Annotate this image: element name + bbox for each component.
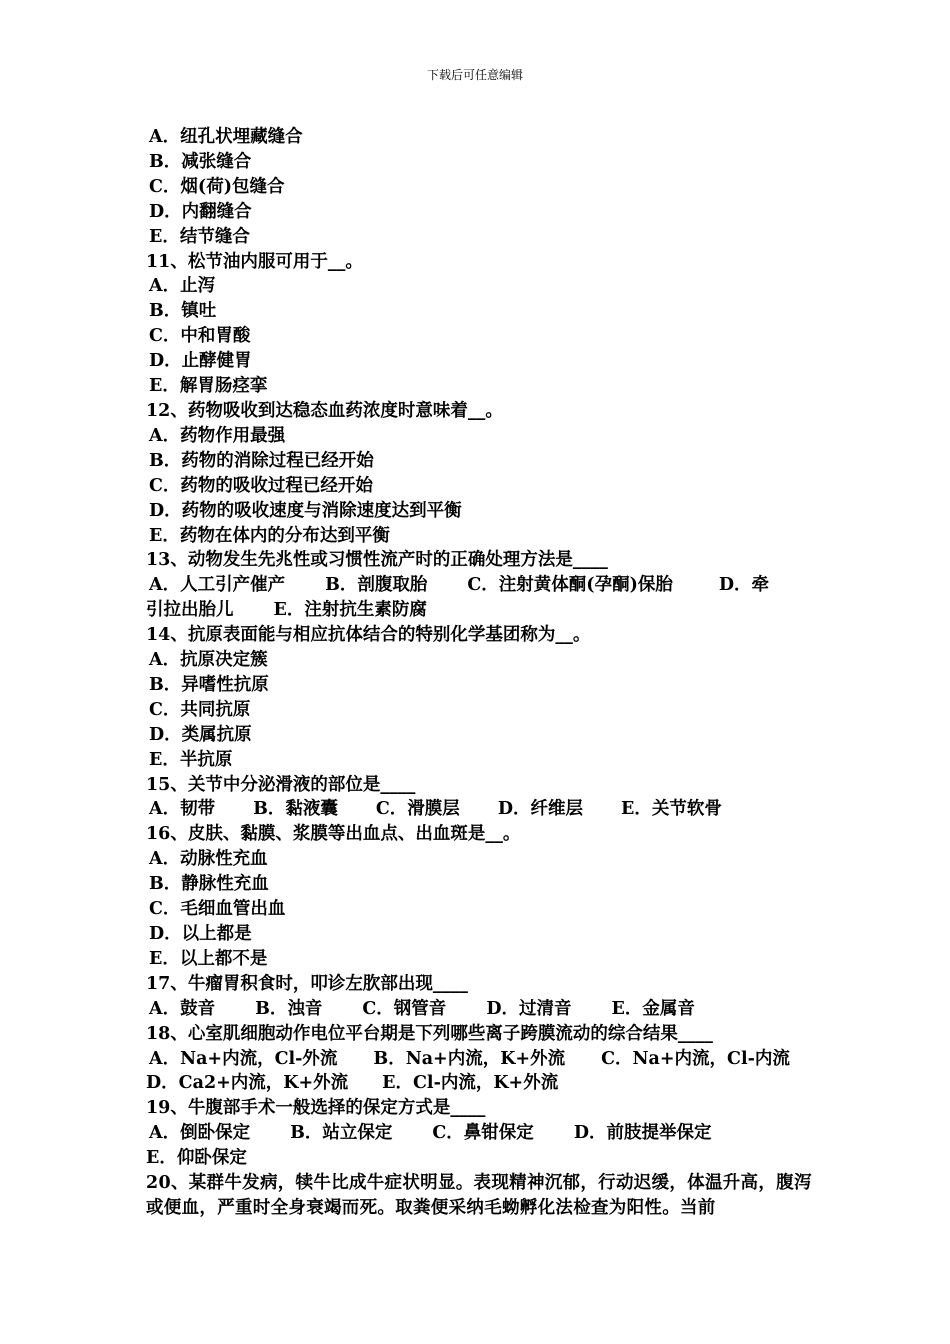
- option-c: C．注射黄体酮(孕酮)保胎: [467, 575, 673, 596]
- option-a: A．韧带: [149, 799, 216, 820]
- option-d: D．纤维层: [497, 799, 583, 820]
- option-d: D．Ca2+内流，K+外流: [146, 1073, 349, 1094]
- option-line: A．纽孔状埋藏缝合: [149, 127, 303, 147]
- question-12: 12、药物吸收到达稳态血药浓度时意味着__。: [146, 400, 503, 421]
- option-line: D．类属抗原: [149, 724, 252, 745]
- question-14: 14、抗原表面能与相应抗体结合的特别化学基团称为__。: [146, 625, 591, 646]
- option-line: D．止酵健胃: [149, 351, 252, 372]
- q19-option-e: E．仰卧保定: [146, 1148, 247, 1169]
- option-line: D．内翻缝合: [149, 201, 252, 222]
- option-line: B．静脉性充血: [149, 874, 269, 895]
- option-b: B．站立保定: [290, 1123, 393, 1144]
- q13-options-row-2: [146, 598, 816, 623]
- option-line: C．中和胃酸: [149, 326, 251, 347]
- question-19: 19、牛腹部手术一般选择的保定方式是____: [146, 1098, 486, 1119]
- option-line: C．毛细血管出血: [149, 899, 286, 920]
- option-b: B．Na+内流，K+外流: [373, 1048, 566, 1069]
- option-line: C．共同抗原: [149, 699, 251, 720]
- q13-options-row: [146, 573, 816, 598]
- option-line: E．以上都不是: [149, 948, 268, 969]
- option-e: E．注射抗生素防腐: [273, 600, 427, 621]
- option-line: A．药物作用最强: [149, 425, 286, 446]
- option-a: A．人工引产催产: [149, 575, 286, 596]
- option-line: B．异嗜性抗原: [149, 674, 269, 695]
- option-c: C．Na+内流，Cl-内流: [601, 1048, 790, 1069]
- option-d: D．过清音: [486, 998, 572, 1019]
- q18-options-row-2: [146, 1071, 816, 1096]
- option-a: A．倒卧保定: [149, 1123, 251, 1144]
- document-body: [146, 125, 816, 1221]
- option-line: A．止泻: [149, 276, 216, 297]
- option-line: A．动脉性充血: [149, 849, 268, 870]
- option-line: C．药物的吸收过程已经开始: [149, 475, 373, 496]
- option-line: B．减张缝合: [149, 151, 252, 172]
- option-a: A．Na+内流，Cl-外流: [149, 1048, 338, 1069]
- question-20: 20、某群牛发病，犊牛比成牛症状明显。表现精神沉郁，行动迟缓，体温升高，腹泻或便血，严重时全身衰竭而死。取粪便采纳毛蚴孵化法检查为阳性。当前: [146, 1173, 812, 1218]
- page-header: 下载后可任意编辑: [426, 68, 523, 82]
- option-c: C．鼻钳保定: [432, 1123, 534, 1144]
- option-line: E．药物在体内的分布达到平衡: [149, 525, 390, 546]
- q18-options-row: [146, 1047, 816, 1072]
- q17-options-row: [146, 997, 816, 1022]
- option-d-cont: 引拉出胎儿: [146, 600, 234, 621]
- question-17: 17、牛瘤胃积食时，叩诊左肷部出现____: [146, 973, 468, 994]
- option-e: E．关节软骨: [621, 799, 722, 820]
- question-18: 18、心室肌细胞动作电位平台期是下列哪些离子跨膜流动的综合结果____: [146, 1023, 713, 1044]
- option-line: D．药物的吸收速度与消除速度达到平衡: [149, 500, 462, 521]
- q15-options-row: [146, 797, 816, 822]
- option-c: C．钢管音: [362, 998, 447, 1019]
- question-16: 16、皮肤、黏膜、浆膜等出血点、出血斑是__。: [146, 824, 521, 845]
- option-e: E．Cl-内流，K+外流: [382, 1073, 559, 1094]
- option-line: C．烟(荷)包缝合: [149, 176, 285, 197]
- option-b: B．浊音: [255, 998, 323, 1019]
- option-b: B．黏液囊: [253, 799, 338, 820]
- option-line: A．抗原决定簇: [149, 650, 268, 671]
- option-line: E．解胃肠痉挛: [149, 376, 268, 397]
- option-line: E．半抗原: [149, 749, 233, 770]
- question-13: 13、动物发生先兆性或习惯性流产时的正确处理方法是____: [146, 550, 608, 571]
- option-line: D．以上都是: [149, 924, 252, 944]
- option-a: A．鼓音: [149, 998, 216, 1019]
- option-d: D．牵: [718, 575, 770, 596]
- option-line: B．镇吐: [149, 301, 217, 322]
- option-e: E．金属音: [611, 998, 695, 1019]
- option-d: D．前肢提举保定: [573, 1123, 712, 1144]
- question-11: 11、松节油内服可用于__。: [146, 251, 363, 272]
- option-line: E．结节缝合: [149, 226, 250, 247]
- option-c: C．滑膜层: [375, 799, 460, 820]
- question-15: 15、关节中分泌滑液的部位是____: [146, 774, 416, 795]
- option-line: B．药物的消除过程已经开始: [149, 450, 374, 471]
- option-b: B．剖腹取胎: [325, 575, 428, 596]
- q19-options-row: [146, 1121, 816, 1146]
